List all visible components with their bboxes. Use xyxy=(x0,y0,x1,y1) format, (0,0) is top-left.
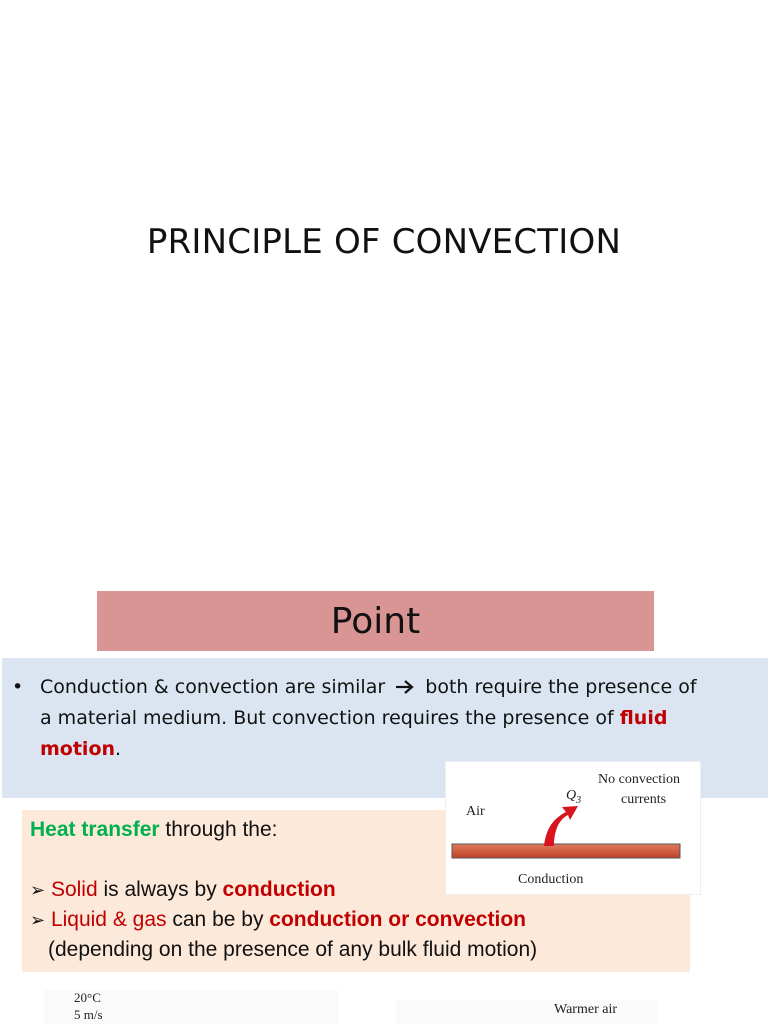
bullet-line1-part1: Conduction & convection are similar xyxy=(40,676,386,698)
natural-convection-figure xyxy=(396,1000,658,1024)
bullet-line3-end: . xyxy=(115,738,122,760)
forced-convection-figure xyxy=(44,990,339,1024)
pointer-arrow-icon: ➢ xyxy=(30,910,46,930)
bullet-marker: • xyxy=(12,676,24,698)
point-banner xyxy=(97,591,654,651)
bullet-line1-part2: both require the presence of xyxy=(425,676,697,698)
no-convection-label-2: currents xyxy=(621,792,667,807)
air-speed-label: 5 m/s xyxy=(74,1007,103,1022)
liquid-gas-mid: can be by xyxy=(172,908,264,931)
point-label: Point xyxy=(330,600,421,642)
solid-mid: is always by xyxy=(103,878,217,901)
solid-conduction: conduction xyxy=(222,878,336,901)
no-convection-label-1: No convection xyxy=(598,772,681,787)
pointer-arrow-icon: ➢ xyxy=(30,880,46,900)
bullet-line2-part1: a material medium. But convection requires the presence of xyxy=(40,707,614,729)
hot-plate xyxy=(452,844,680,858)
conduction-label: Conduction xyxy=(518,872,584,887)
liquid-gas-mode: conduction or convection xyxy=(269,908,526,931)
heat-rate-symbol: Q xyxy=(566,788,577,803)
heat-transfer-note: (depending on the presence of any bulk fluid motion) xyxy=(48,938,538,961)
motion-highlight: motion xyxy=(40,738,116,760)
heat-rate-subscript: 3 xyxy=(576,794,582,806)
conduction-figure xyxy=(446,762,700,894)
right-arrow-icon xyxy=(395,680,415,694)
slide-title: PRINCIPLE OF CONVECTION xyxy=(146,222,622,262)
warmer-air-label: Warmer air xyxy=(554,1002,617,1017)
heat-transfer-highlight: Heat transfer xyxy=(30,818,160,841)
bullet-text xyxy=(40,672,758,765)
heat-transfer-heading xyxy=(30,818,278,842)
air-label: Air xyxy=(466,804,485,819)
fluid-highlight: fluid xyxy=(619,707,668,729)
heat-transfer-item-fluid xyxy=(30,908,526,932)
heat-transfer-heading-rest: through the: xyxy=(165,818,278,841)
air-temperature-label: 20°C xyxy=(74,990,101,1005)
heat-arrow-icon xyxy=(544,806,578,846)
solid-highlight: Solid xyxy=(50,878,98,901)
heat-transfer-item-solid xyxy=(30,878,336,902)
liquid-gas-highlight: Liquid & gas xyxy=(50,908,167,931)
